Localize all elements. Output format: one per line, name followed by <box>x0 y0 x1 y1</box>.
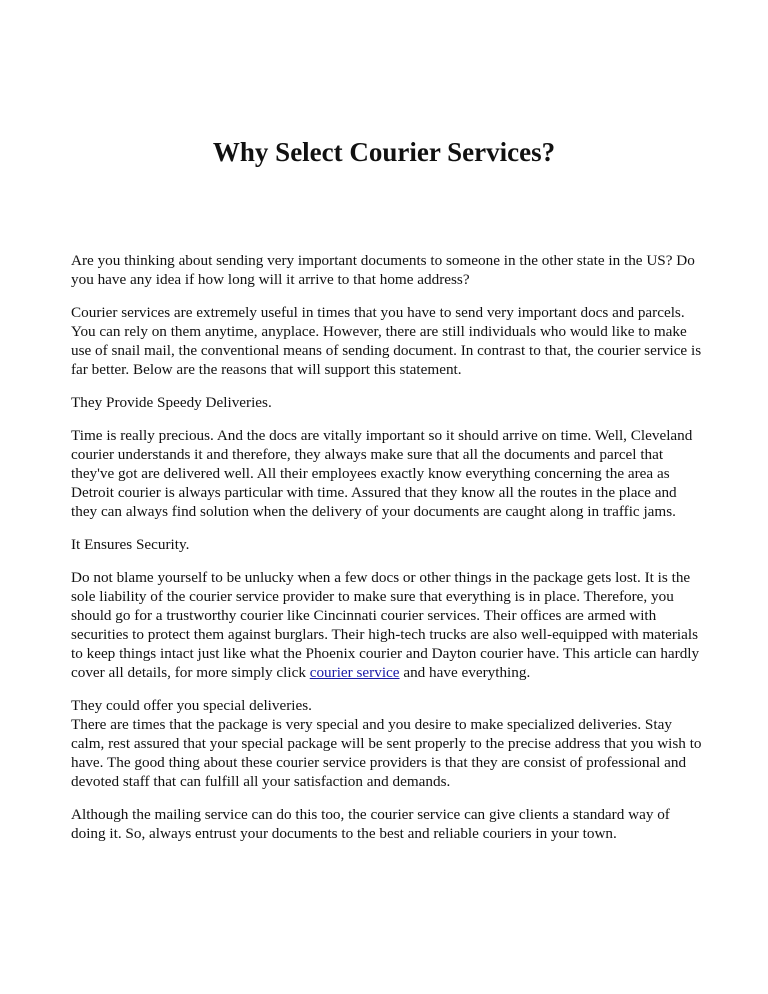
text-line: devoted staff that can fulfill all your satisfaction and demands. <box>71 773 451 790</box>
text-line: far better. Below are the reasons that will support this statement. <box>71 361 462 378</box>
text-line: use of snail mail, the conventional means of sending document. In contrast to that, the courier service is <box>71 342 702 359</box>
text-line: should go for a trustworthy courier like Cincinnati courier services. Their offices are armed with <box>71 607 657 624</box>
paragraph-conclusion <box>71 805 703 843</box>
paragraph-special-deliveries <box>71 696 703 791</box>
text-line: Although the mailing service can do this too, the courier service can give clients a standard way of <box>71 806 670 823</box>
text-line: they've got are delivered well. All their employees exactly know everything concerning the area as <box>71 465 670 482</box>
text-line: to keep things intact just like what the Phoenix courier and Dayton courier have. This article can hardly <box>71 645 700 662</box>
text-line: securities to protect them against burglars. Their high-tech trucks are also well-equipped with materials <box>71 626 698 643</box>
paragraph-speedy <box>71 426 703 521</box>
link-suffix-text: and have everything. <box>399 664 531 681</box>
text-line: It Ensures Security. <box>71 536 190 553</box>
text-line: they can always find solution when the delivery of your documents are caught along in traffic jams. <box>71 503 676 520</box>
text-line: They Provide Speedy Deliveries. <box>71 394 272 411</box>
text-line: have. The good thing about these courier service providers is that they are consist of professional and <box>71 754 687 771</box>
text-line: you have any idea if how long will it arrive to that home address? <box>71 271 470 288</box>
text-line: calm, rest assured that your special package will be sent properly to the precise address that you wish to <box>71 735 702 752</box>
text-line: There are times that the package is very special and you desire to make specialized deliveries. Stay <box>71 716 672 733</box>
text-line: doing it. So, always entrust your documents to the best and reliable couriers in your town. <box>71 825 617 842</box>
section-heading-speedy <box>71 393 703 412</box>
text-line: Courier services are extremely useful in times that you have to send very important docs and parcels. <box>71 304 685 321</box>
document-body <box>71 251 703 857</box>
text-line: Do not blame yourself to be unlucky when a few docs or other things in the package gets lost. It is the <box>71 569 691 586</box>
text-line: Are you thinking about sending very important documents to someone in the other state in the US? Do <box>71 252 695 269</box>
text-line-with-link <box>71 663 703 682</box>
text-line: You can rely on them anytime, anyplace. However, there are still individuals who would like to make <box>71 323 687 340</box>
text-line: Detroit courier is always particular with time. Assured that they know all the routes in the place and <box>71 484 677 501</box>
paragraph-intro <box>71 251 703 289</box>
text-line: Time is really precious. And the docs are vitally important so it should arrive on time. Well, Cleveland <box>71 427 693 444</box>
text-line: sole liability of the courier service provider to make sure that everything is in place. Therefore, you <box>71 588 674 605</box>
courier-service-link[interactable]: courier service <box>309 664 400 681</box>
paragraph-usefulness <box>71 303 703 379</box>
text-line: courier understands it and therefore, they always make sure that all the documents and parcel that <box>71 446 664 463</box>
section-heading-security <box>71 535 703 554</box>
link-prefix-text: cover all details, for more simply click <box>71 664 310 681</box>
page-title: Why Select Courier Services? <box>212 137 556 167</box>
paragraph-security <box>71 568 703 682</box>
text-line: They could offer you special deliveries. <box>71 697 312 714</box>
